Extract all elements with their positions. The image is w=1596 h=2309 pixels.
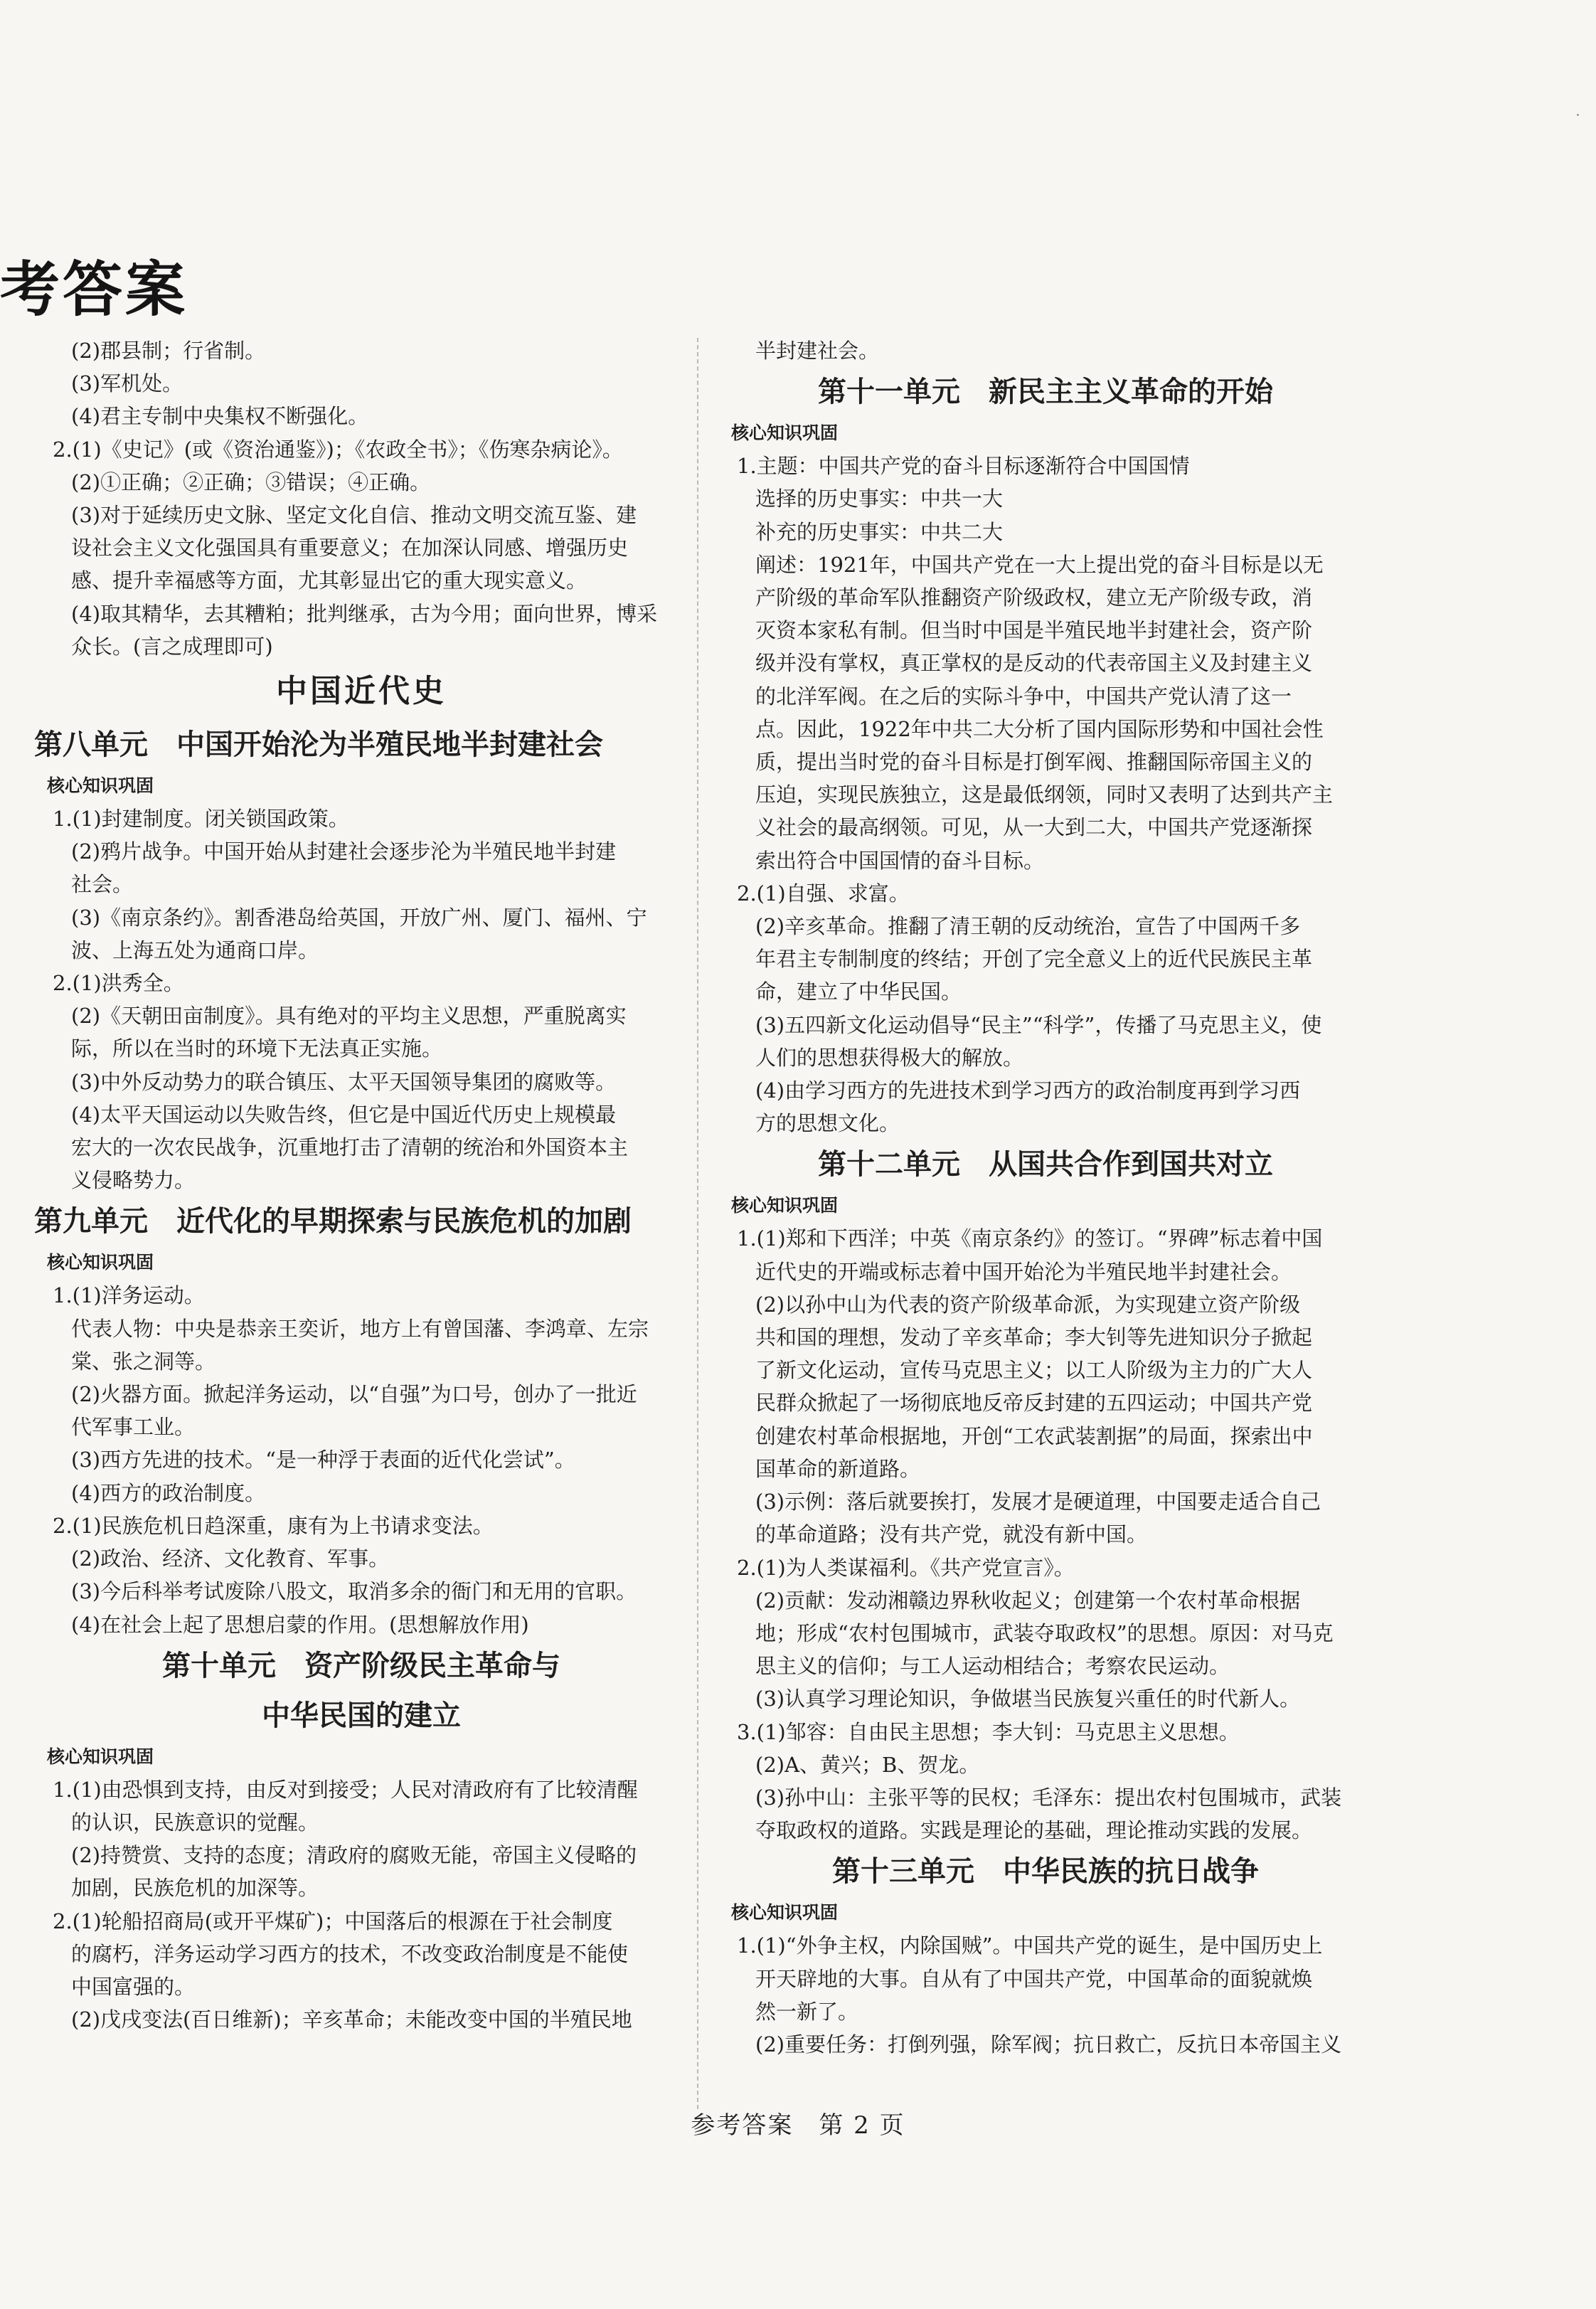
page-footer: 参考答案 第 2 页 — [691, 2111, 905, 2140]
subsection-label: 核心知识巩固 — [731, 423, 839, 444]
answer-line: 2.(1)《史记》(或《资治通鉴》)；《农政全书》；《伤寒杂病论》。 — [53, 437, 623, 462]
subsection-label: 核心知识巩固 — [47, 1252, 154, 1273]
answer-line: (2)《天朝田亩制度》。具有绝对的平均主义思想，严重脱离实 — [71, 1004, 627, 1029]
answer-line: 灭资本家私有制。但当时中国是半殖民地半封建社会，资产阶 — [755, 618, 1313, 643]
unit-heading: 第十一单元 新民主主义革命的开始 — [818, 376, 1273, 409]
subsection-label: 核心知识巩固 — [731, 1902, 839, 1923]
answer-line: 的革命道路；没有共产党，就没有新中国。 — [755, 1522, 1148, 1547]
subsection-label: 核心知识巩固 — [47, 1746, 154, 1767]
answer-line: 民群众掀起了一场彻底地反帝反封建的五四运动；中国共产党 — [755, 1391, 1313, 1416]
unit-heading: 第十三单元 中华民族的抗日战争 — [832, 1855, 1259, 1889]
answer-line: (2)持赞赏、支持的态度；清政府的腐败无能，帝国主义侵略的 — [71, 1843, 637, 1868]
answer-line: 1.(1)“外争主权，内除国贼”。中国共产党的诞生，是中国历史上 — [737, 1933, 1323, 1958]
answer-line: 开天辟地的大事。自从有了中国共产党，中国革命的面貌就焕 — [755, 1966, 1313, 1991]
answer-line: 地；形成“农村包围城市，武装夺取政权”的思想。原因：对马克 — [755, 1620, 1334, 1645]
answer-line: 加剧，民族危机的加深等。 — [71, 1876, 319, 1901]
answer-line: 2.(1)洪秀全。 — [53, 971, 184, 996]
answer-line: (3)认真学习理论知识，争做堪当民族复兴重任的时代新人。 — [755, 1687, 1301, 1711]
answer-line: 国革命的新道路。 — [755, 1456, 921, 1481]
answer-line: 然一新了。 — [755, 1999, 859, 2024]
answer-line: 创建农村革命根据地，开创“工农武装割据”的局面，探索出中 — [755, 1423, 1313, 1448]
answer-line: 1.(1)洋务运动。 — [53, 1283, 205, 1308]
answer-line: 2.(1)为人类谋福利。《共产党宣言》。 — [737, 1555, 1075, 1580]
answer-line: 方的思想文化。 — [755, 1111, 900, 1136]
section-heading: 中国近代史 — [276, 673, 447, 710]
answer-line: 选择的历史事实：中共一大 — [755, 487, 1004, 511]
answer-line: 的腐朽，洋务运动学习西方的技术，不改变政治制度是不能使 — [71, 1941, 629, 1966]
answer-line: 宏大的一次农民战争，沉重地打击了清朝的统治和外国资本主 — [71, 1135, 629, 1160]
answer-line: (4)在社会上起了思想启蒙的作用。(思想解放作用) — [71, 1612, 529, 1637]
answer-line: 了新文化运动，宣传马克思主义；以工人阶级为主力的广大人 — [755, 1358, 1313, 1383]
answer-line: 1.(1)由恐惧到支持，由反对到接受；人民对清政府有了比较清醒 — [53, 1777, 638, 1802]
answer-line: (2)火器方面。掀起洋务运动，以“自强”为口号，创办了一批近 — [71, 1382, 637, 1407]
answer-line: (3)西方先进的技术。“是一种浮于表面的近代化尝试”。 — [71, 1448, 575, 1472]
answer-line: 中国富强的。 — [71, 1974, 196, 1999]
answer-line: (3)军机处。 — [71, 371, 183, 396]
answer-line: 社会。 — [71, 872, 134, 897]
answer-line: 际，所以在当时的环境下无法真正实施。 — [71, 1036, 443, 1061]
answer-line: 1.主题：中国共产党的奋斗目标逐渐符合中国国情 — [737, 454, 1190, 479]
answer-line: (3)示例：落后就要挨打，发展才是硬道理，中国要走适合自己 — [755, 1490, 1321, 1514]
answer-line: 感、提升幸福感等方面，尤其彰显出它的重大现实意义。 — [71, 568, 587, 593]
answer-line: 棠、张之洞等。 — [71, 1349, 216, 1374]
answer-line: 半封建社会。 — [755, 339, 880, 363]
answer-line: 义侵略势力。 — [71, 1168, 196, 1193]
answer-line: 近代史的开端或标志着中国开始沦为半殖民地半封建社会。 — [755, 1259, 1292, 1284]
answer-line: 压迫，实现民族独立，这是最低纲领，同时又表明了达到共产主 — [755, 782, 1334, 807]
answer-line: (2)A、黄兴；B、贺龙。 — [755, 1752, 980, 1777]
left-column — [34, 334, 688, 2036]
answer-line: (2)政治、经济、文化教育、军事。 — [71, 1546, 390, 1571]
answer-line: (4)太平天国运动以失败告终，但它是中国近代历史上规模最 — [71, 1102, 617, 1127]
unit-heading: 第十单元 资产阶级民主革命与 — [162, 1649, 560, 1682]
unit-heading: 第九单元 近代化的早期探索与民族危机的加剧 — [34, 1205, 632, 1238]
answer-line: 义社会的最高纲领。可见，从一大到二大，中国共产党逐渐探 — [755, 815, 1313, 840]
answer-line: (2)郡县制；行省制。 — [71, 339, 266, 363]
answer-line: 3.(1)邹容：自由民主思想；李大钊：马克思主义思想。 — [737, 1719, 1240, 1744]
answer-line: 设社会主义文化强国具有重要意义；在加深认同感、增强历史 — [71, 536, 629, 561]
answer-line: (4)西方的政治制度。 — [71, 1480, 266, 1505]
answer-line: 波、上海五处为通商口岸。 — [71, 938, 319, 962]
subsection-label: 核心知识巩固 — [731, 1195, 839, 1216]
answer-line: 的北洋军阀。在之后的实际斗争中，中国共产党认清了这一 — [755, 684, 1292, 708]
answer-line: 2.(1)轮船招商局(或开平煤矿)；中国落后的根源在于社会制度 — [53, 1909, 613, 1933]
answer-line: 1.(1)封建制度。闭关锁国政策。 — [53, 807, 349, 832]
page-header-title: 考答案 — [0, 255, 188, 324]
answer-line: 级并没有掌权，真正掌权的是反动的代表帝国主义及封建主义 — [755, 651, 1313, 676]
answer-line: (3)五四新文化运动倡导“民主”“科学”，传播了马克思主义，使 — [755, 1012, 1322, 1037]
answer-line: (3)孙中山：主张平等的民权；毛泽东：提出农村包围城市，武装 — [755, 1785, 1342, 1810]
answer-line: (2)以孙中山为代表的资产阶级革命派，为实现建立资产阶级 — [755, 1292, 1301, 1317]
answer-line: 点。因此，1922年中共二大分析了国内国际形势和中国社会性 — [755, 716, 1324, 741]
answer-line: 人们的思想获得极大的解放。 — [755, 1045, 1024, 1070]
answer-line: (2)重要任务：打倒列强，除军阀；抗日救亡，反抗日本帝国主义 — [755, 2032, 1342, 2056]
answer-line: 1.(1)郑和下西洋；中英《南京条约》的签订。“界碑”标志着中国 — [737, 1226, 1323, 1251]
answer-line: 命，建立了中华民国。 — [755, 980, 962, 1004]
answer-line: 思主义的信仰；与工人运动相结合；考察农民运动。 — [755, 1654, 1230, 1679]
right-column — [718, 334, 1373, 2061]
answer-line: (3)中外反动势力的联合镇压、太平天国领导集团的腐败等。 — [71, 1069, 617, 1094]
answer-line: (4)由学习西方的先进技术到学习西方的政治制度再到学习西 — [755, 1078, 1301, 1103]
answer-line: (3)对于延续历史文脉、坚定文化自信、推动文明交流互鉴、建 — [71, 503, 637, 528]
answer-line: (2)戊戌变法(百日维新)；辛亥革命；未能改变中国的半殖民地 — [71, 2007, 632, 2032]
answer-line: (2)辛亥革命。推翻了清王朝的反动统治，宣告了中国两千多 — [755, 914, 1301, 939]
answer-line: 2.(1)自强、求富。 — [737, 881, 910, 906]
answer-line: 索出符合中国国情的奋斗目标。 — [755, 848, 1045, 873]
answer-line: 众长。(言之成理即可) — [71, 634, 273, 659]
unit-heading: 第十二单元 从国共合作到国共对立 — [818, 1148, 1273, 1182]
answer-line: (3)今后科举考试废除八股文，取消多余的衙门和无用的官职。 — [71, 1579, 637, 1604]
answer-line: 阐述：1921年，中国共产党在一大上提出党的奋斗目标是以无 — [755, 552, 1324, 577]
answer-line: 代军事工业。 — [71, 1415, 196, 1440]
answer-line: 质，提出当时党的奋斗目标是打倒军阀、推翻国际帝国主义的 — [755, 750, 1313, 775]
answer-line: (2)鸦片战争。中国开始从封建社会逐步沦为半殖民地半封建 — [71, 839, 617, 864]
answer-line: (4)君主专制中央集权不断强化。 — [71, 404, 369, 429]
answer-line: 补充的历史事实：中共二大 — [755, 519, 1004, 544]
unit-heading: 第八单元 中国开始沦为半殖民地半封建社会 — [34, 728, 603, 762]
answer-line: (2)①正确；②正确；③错误；④正确。 — [71, 469, 431, 494]
answer-line: 夺取政权的道路。实践是理论的基础，理论推动实践的发展。 — [755, 1818, 1313, 1843]
answer-line: 年君主专制制度的终结；开创了完全意义上的近代民族民主革 — [755, 947, 1313, 972]
answer-line: 2.(1)民族危机日趋深重，康有为上书请求变法。 — [53, 1513, 494, 1538]
answer-line: 的认识，民族意识的觉醒。 — [71, 1810, 319, 1835]
answer-line: 共和国的理想，发动了辛亥革命；李大钊等先进知识分子掀起 — [755, 1325, 1313, 1350]
unit-heading: 中华民国的建立 — [262, 1699, 461, 1732]
answer-line: (4)取其精华，去其糟粕；批判继承，古为今用；面向世界，博采 — [71, 601, 658, 626]
column-divider — [697, 338, 699, 2109]
subsection-label: 核心知识巩固 — [47, 775, 154, 797]
answer-line: 代表人物：中央是恭亲王奕䜣，地方上有曾国藩、李鸿章、左宗 — [71, 1316, 649, 1341]
scan-speck — [1577, 114, 1579, 116]
answer-line: 产阶级的革命军队推翻资产阶级政权，建立无产阶级专政，消 — [755, 585, 1313, 610]
answer-line: (2)贡献：发动湘赣边界秋收起义；创建第一个农村革命根据 — [755, 1588, 1301, 1613]
answer-line: (3)《南京条约》。割香港岛给英国，开放广州、厦门、福州、宁 — [71, 905, 647, 930]
